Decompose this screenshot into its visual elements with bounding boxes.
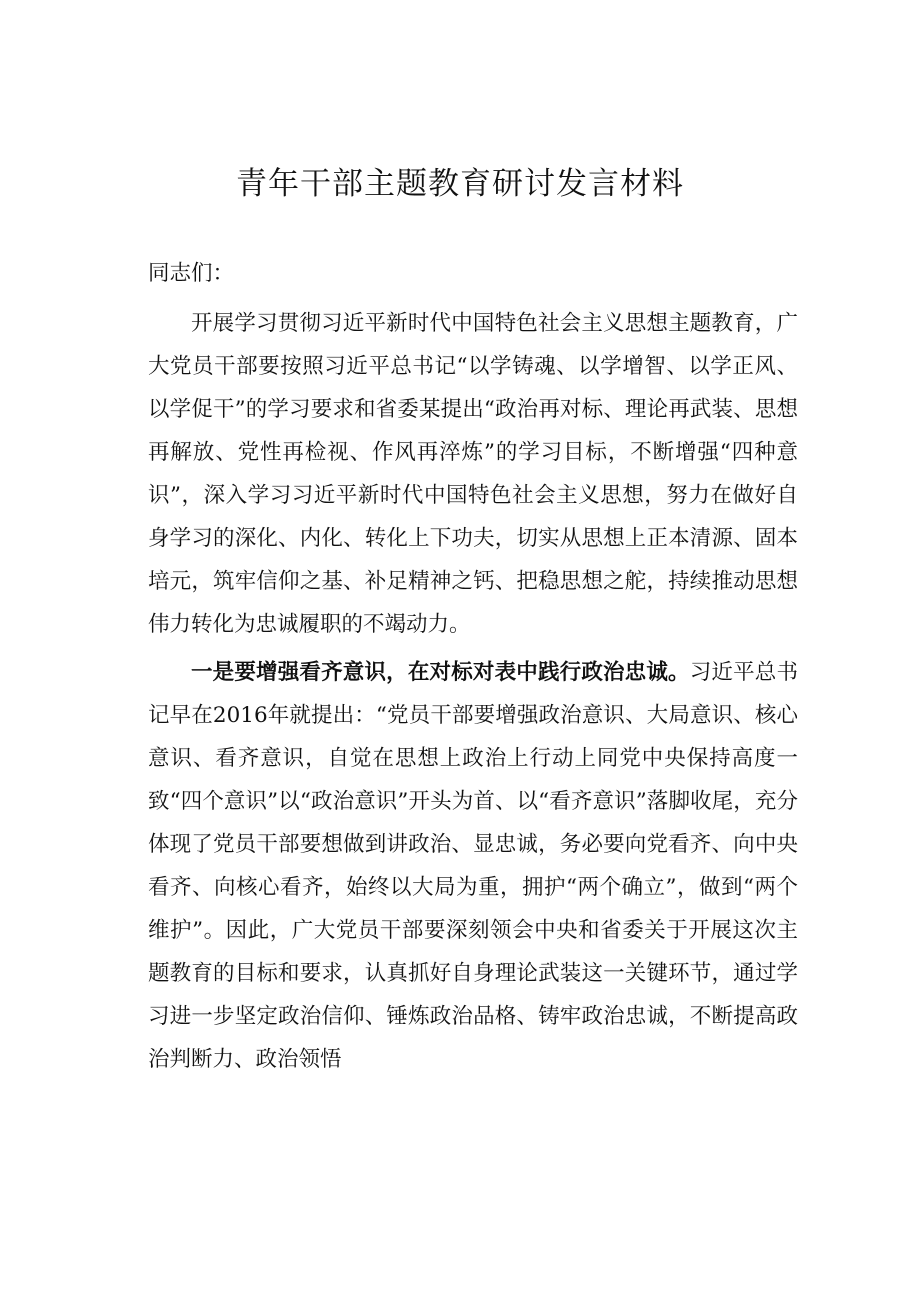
paragraph-point-one <box>148 651 798 1081</box>
document-body <box>148 252 798 1081</box>
paragraph-intro <box>148 302 798 646</box>
paragraph-point-one-text: 习近平总书记早在2016年就提出：“党员干部要增强政治意识、大局意识、核心意识、看齐意识，自觉在思想上政治上行动上同党中央保持高度一致“四个意识”以“政治意识”开头为首、以“看齐意识”落脚收尾，充分体现了党员干部要想做到讲政治、显忠诚，务必要向党看齐、向中央看齐、向核心看齐，始终以大局为重，拥护“两个确立”，做到“两个维护”。因此，广大党员干部要深刻领会中央和省委关于开展这次主题教育的目标和要求，认真抓好自身理论武装这一关键环节，通过学习进一步坚定政治信仰、锤炼政治品格、铸牢政治忠诚，不断提高政治判断力、政治领悟 <box>148 660 798 1072</box>
paragraph-intro-text: 开展学习贯彻习近平新时代中国特色社会主义思想主题教育，广大党员干部要按照习近平总书记“以学铸魂、以学增智、以学正风、以学促干”的学习要求和省委某提出“政治再对标、理论再武装、思想再解放、党性再检视、作风再淬炼”的学习目标，不断增强“四种意识”，深入学习习近平新时代中国特色社会主义思想，努力在做好自身学习的深化、内化、转化上下功夫，切实从思想上正本清源、固本培元，筑牢信仰之基、补足精神之钙、把稳思想之舵，持续推动思想伟力转化为忠诚履职的不竭动力。 <box>148 311 798 637</box>
document-title: 青年干部主题教育研讨发言材料 <box>236 166 684 202</box>
paragraph-point-one-lead: 一是要增强看齐意识，在对标对表中践行政治忠诚。 <box>191 660 690 685</box>
greeting: 同志们： <box>148 261 235 286</box>
